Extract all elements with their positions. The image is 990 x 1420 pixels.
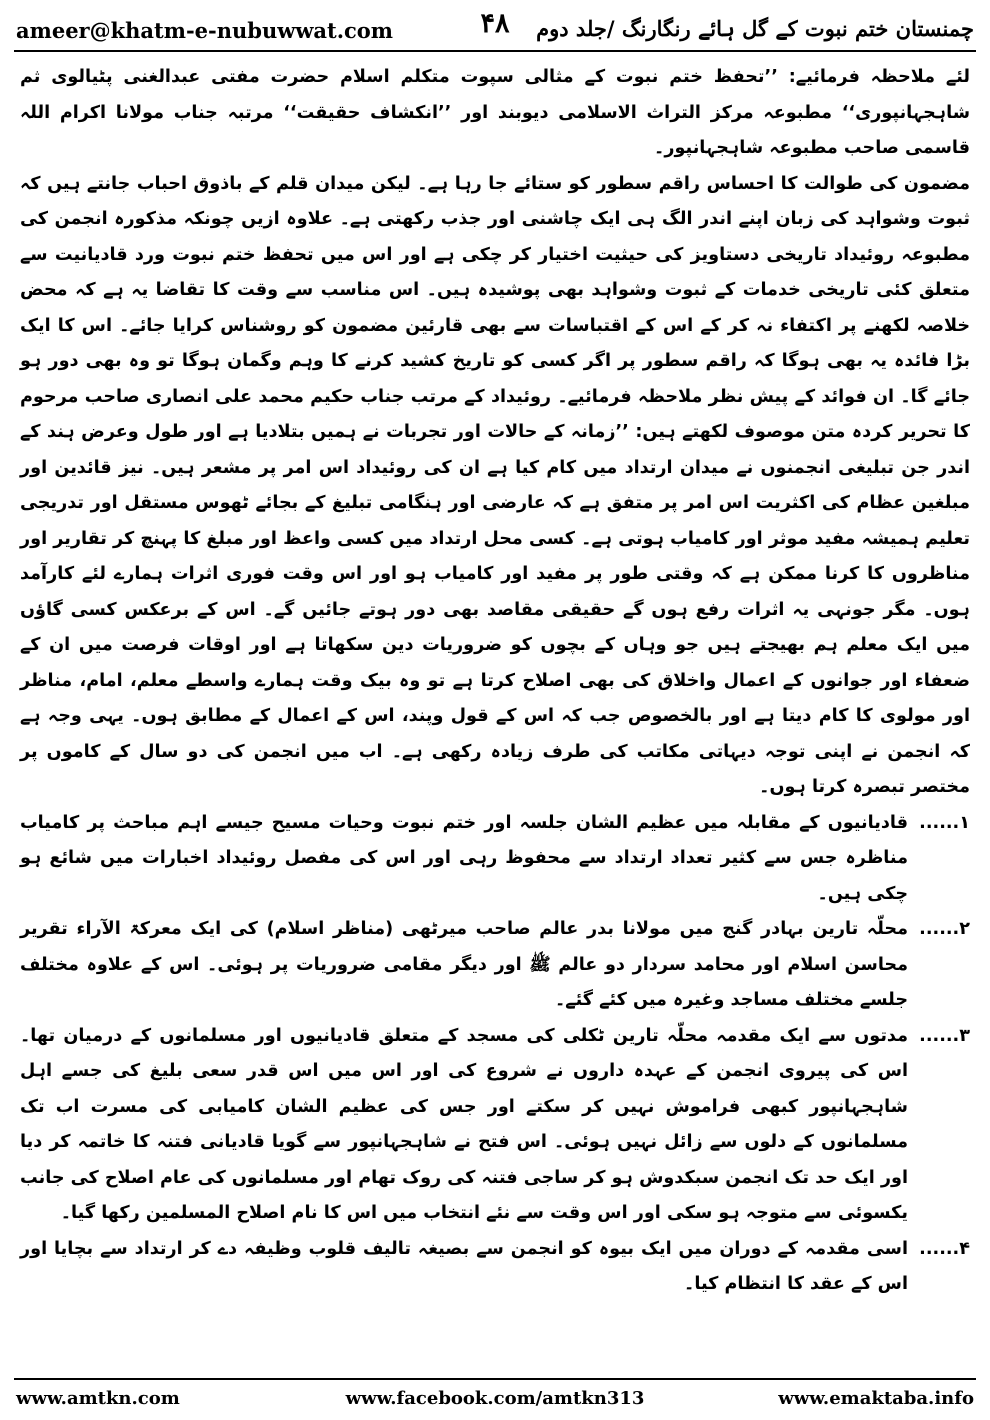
list-item-number: ۱......	[919, 812, 970, 833]
page-header	[14, 8, 976, 48]
page-body	[20, 60, 970, 1372]
page-footer	[14, 1384, 976, 1414]
book-title: چمنستان ختم نبوت کے گل ہائے رنگارنگ /جلد دوم	[536, 16, 974, 41]
paragraph: مضمون کی طوالت کا احساس راقم سطور کو ستائے جا رہا ہے۔ لیکن میدان قلم کے باذوق احباب جانتے ہیں کہ ثبوت وشواہد کی زبان اپنے اندر الگ ہی ایک چاشنی اور جذب رکھتی ہے۔ علاوہ ازیں چونکہ مذکورہ انجمن کی مطبوعہ روئیداد تاریخی دستاویز کی حیثیت اختیار کر چکی ہے اور اس میں تحفظ ختم نبوت ورد قادیانیت سے متعلق کئی تاریخی خدمات کے ثبوت وشواہد بھی پوشیدہ ہیں۔ اس مناسب سے وقت کا تقاضا یہ ہے کہ محض خلاصہ لکھنے پر اکتفاء نہ کر کے اس کے اقتباسات سے بھی قارئین مضمون کو روشناس کرایا جائے۔ اس کا ایک بڑا فائدہ یہ بھی ہوگا کہ راقم سطور پر اگر کسی کو تاریخ کشید کرنے کا وہم وگمان ہوگا تو وہ بھی دور ہو جائے گا۔ ان فوائد کے پیش نظر ملاحظہ فرمائیے۔ روئیداد کے مرتب جناب حکیم محمد علی انصاری صاحب مرحوم کا تحریر کردہ متن موصوف لکھتے ہیں: ’’زمانہ کے حالات اور تجربات نے ہمیں بتلادیا ہے اور طول وعرض ہند کے اندر جن تبلیغی انجمنوں نے میدان ارتداد میں کام کیا ہے ان کی روئیداد اس امر پر مشعر ہیں۔ نیز قائدین اور مبلغین عظام کی اکثریت اس امر پر متفق ہے کہ عارضی اور ہنگامی تبلیغ کے بجائے ٹھوس مستقل اور تدریجی تعلیم ہمیشہ مفید موثر اور کامیاب ہوتی ہے۔ کسی محل ارتداد میں کسی واعظ اور مبلغ کا پہنچ کر تقاریر اور مناظروں کا کرنا ممکن ہے کہ وقتی طور پر مفید اور کامیاب ہو اور اس وقت فوری اثرات ہمارے لئے کارآمد ہوں۔ مگر جونہی یہ اثرات رفع ہوں گے حقیقی مقاصد بھی دور ہوتے جائیں گے۔ اس کے برعکس کسی گاؤں میں ایک معلم ہم بھیجتے ہیں جو وہاں کے بچوں کو ضروریات دین سکھاتا ہے اور اوقات فرصت میں ان کے ضعفاء اور جوانوں کے اعمال واخلاق کی بھی اصلاح کرتا ہے تو وہ بیک وقت ہمارے واسطے معلم، امام، مناظر اور مولوی کا کام دیتا ہے اور بالخصوص جب کہ اس کے قول وپند، اس کے اعمال کے مطابق ہوں۔ یہی وجہ ہے کہ انجمن نے اپنی توجہ دیہاتی مکاتب کی طرف زیادہ رکھی ہے۔ اب میں انجمن کی دو سال کے کاموں پر مختصر تبصرہ کرتا ہوں۔	[20, 173, 970, 797]
list-item-number: ۴......	[919, 1238, 970, 1259]
list-item	[20, 912, 970, 1019]
list-item	[20, 1232, 970, 1303]
header-email[interactable]: ameer@khatm-e-nubuwwat.com	[16, 18, 394, 43]
list-item-text: اسی مقدمہ کے دوران میں ایک بیوہ کو انجمن سے بصیغہ تالیف قلوب وظیفہ دے کر ارتداد سے بچایا اور اس کے عقد کا انتظام کیا۔	[20, 1238, 908, 1294]
header-divider	[14, 50, 976, 52]
list-item-text: محلّہ تارین بہادر گنج میں مولانا بدر عالم صاحب میرٹھی (مناظر اسلام) کی ایک معرکۃ الآراء تقریر محاسن اسلام اور محامد سردار دو عالم ﷺ اور دیگر مقامی ضروریات پر ہوئی۔ اس کے علاوہ مختلف جلسے مختلف مساجد وغیرہ میں کئے گئے۔	[20, 919, 908, 1010]
list-item-text: قادیانیوں کے مقابلہ میں عظیم الشان جلسہ اور ختم نبوت وحیات مسیح جیسے اہم مباحث پر کامیاب مناظرہ جس سے کثیر تعداد ارتداد سے محفوظ رہی اور اس کی مفصل روئیداد اخبارات میں شائع ہو چکی ہیں۔	[20, 812, 908, 904]
footer-link-amtkn[interactable]: www.amtkn.com	[16, 1388, 180, 1409]
page-number: ۴۸	[480, 8, 510, 39]
list-item-text: مدتوں سے ایک مقدمہ محلّہ تارین ٹکلی کی مسجد کے متعلق قادیانیوں اور مسلمانوں کے درمیان تھا۔ اس کی پیروی انجمن کے عہدہ داروں نے شروع کی اور اس میں اس قدر سعی بلیغ کی جسے اہل شاہجہانپور کبھی فراموش نہیں کر سکتے اور جس کی عظیم الشان کامیابی کی مسرت اب تک مسلمانوں کے دلوں سے زائل نہیں ہوئی۔ اس فتح نے شاہجہانپور سے گویا قادیانی فتنہ کا خاتمہ کر دیا اور ایک حد تک انجمن سبکدوش ہو کر ساجی فتنہ کی روک تھام اور مسلمانوں کی عام اصلاح کی جانب یکسوئی سے متوجہ ہو سکی اور اس وقت سے نئے انتخاب میں اس کا نام اصلاح المسلمین رکھا گیا۔	[20, 1025, 908, 1223]
list-item-number: ۳......	[919, 1025, 970, 1046]
numbered-list	[20, 806, 970, 1303]
paragraph: لئے ملاحظہ فرمائیے: ’’تحفظ ختم نبوت کے مثالی سپوت متکلم اسلام حضرت مفتی عبدالغنی پٹیالوی ثم شاہجہانپوری‘‘ مطبوعہ مرکز التراث الاسلامی دیوبند اور ’’انکشاف حقیقت‘‘ مرتبہ جناب مولانا اکرام اللہ قاسمی صاحب مطبوعہ شاہجہانپور۔	[20, 67, 970, 158]
list-item	[20, 806, 970, 913]
footer-link-emaktaba[interactable]: www.emaktaba.info	[778, 1388, 974, 1409]
footer-link-facebook[interactable]: www.facebook.com/amtkn313	[345, 1388, 645, 1409]
list-item-number: ۲......	[919, 919, 970, 939]
list-item	[20, 1019, 970, 1232]
footer-divider	[14, 1378, 976, 1380]
